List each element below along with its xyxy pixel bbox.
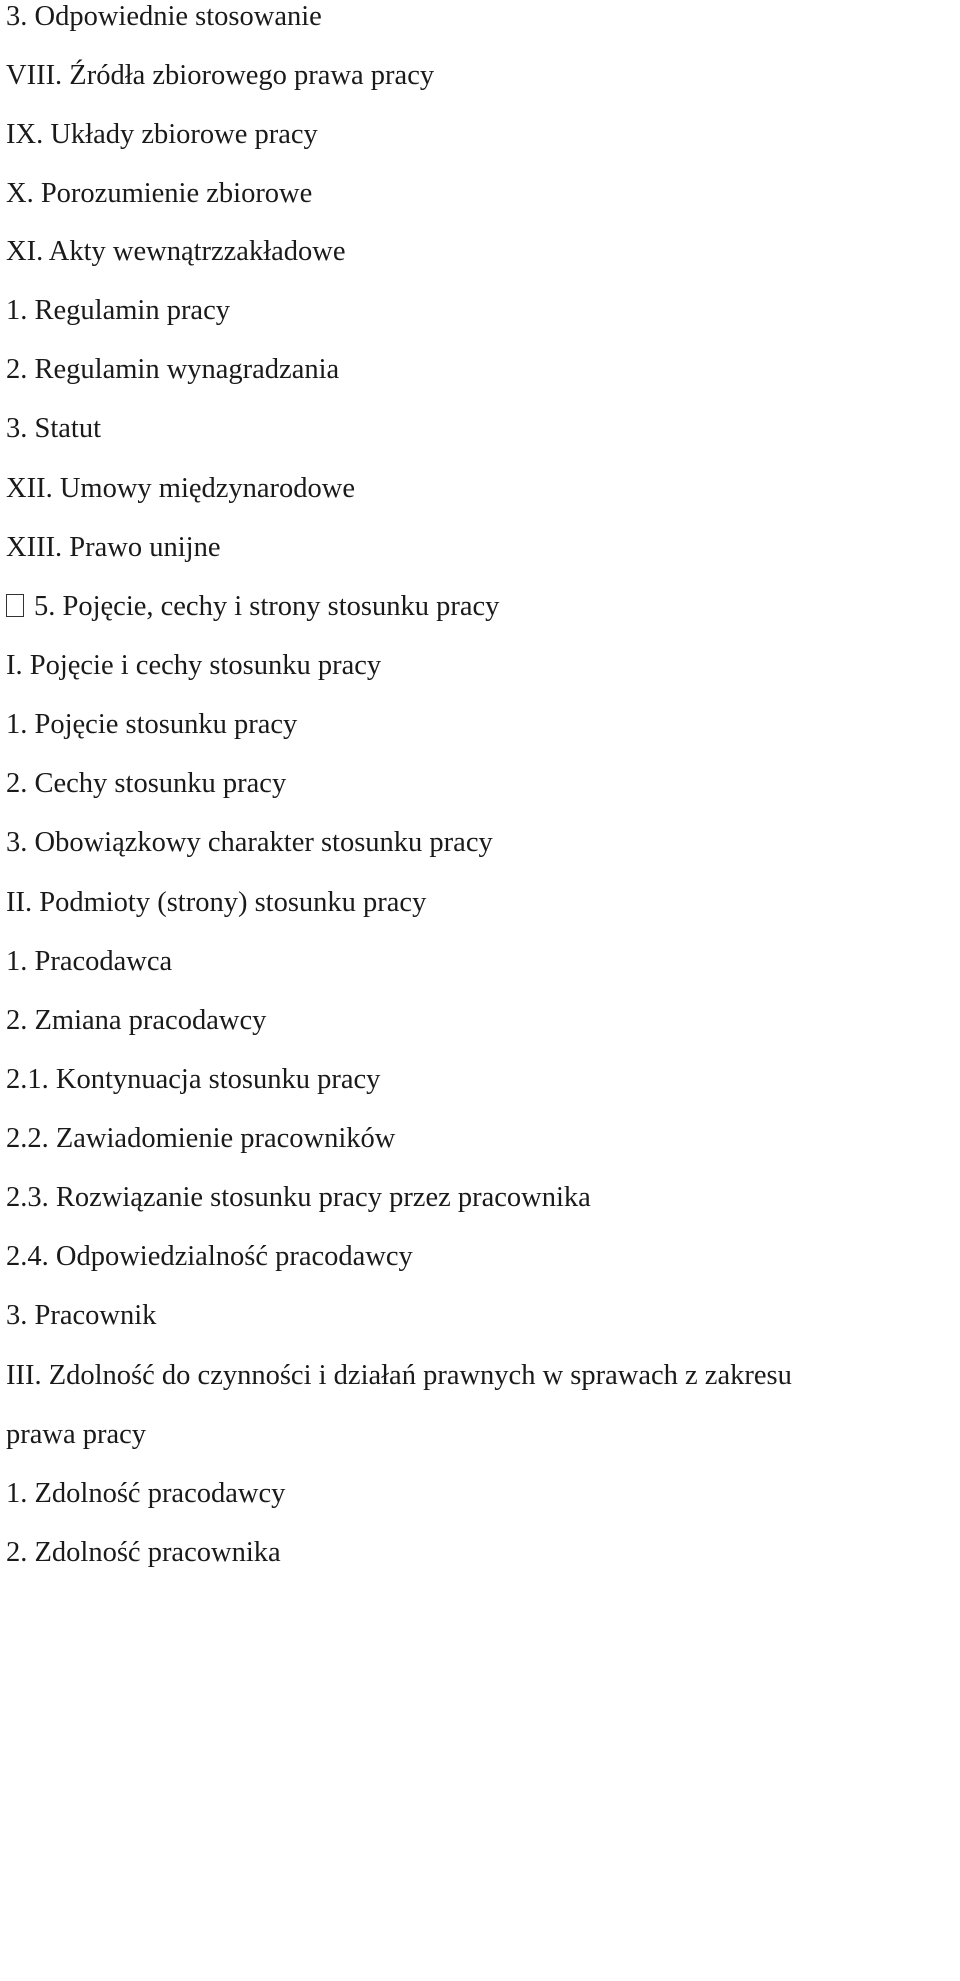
toc-line: XII. Umowy międzynarodowe [6,473,356,504]
toc-line: 2. Regulamin wynagradzania [6,354,340,385]
toc-line: X. Porozumienie zbiorowe [6,178,313,209]
toc-line: IX. Układy zbiorowe pracy [6,119,318,150]
toc-line: 2.4. Odpowiedzialność pracodawcy [6,1241,413,1272]
toc-line: prawa pracy [6,1419,147,1450]
toc-line: 1. Pracodawca [6,946,173,977]
toc-line: 1. Zdolność pracodawcy [6,1478,286,1509]
toc-line: 3. Statut [6,413,102,444]
toc-line: 2. Zdolność pracownika [6,1537,281,1568]
toc-line: 1. Pojęcie stosunku pracy [6,709,298,740]
toc-line: I. Pojęcie i cechy stosunku pracy [6,650,382,681]
toc-line: 2. Cechy stosunku pracy [6,768,287,799]
toc-line-text: 5. Pojęcie, cechy i strony stosunku pracy [34,591,500,622]
toc-line: 3. Odpowiednie stosowanie [6,1,322,32]
toc-line: 3. Obowiązkowy charakter stosunku pracy [6,827,493,858]
square-bullet-icon [6,594,24,617]
toc-line: 3. Pracownik [6,1300,157,1331]
toc-line: 2.3. Rozwiązanie stosunku pracy przez pracownika [6,1182,591,1213]
toc-line: III. Zdolność do czynności i działań prawnych w sprawach z zakresu [6,1360,792,1391]
toc-line: XI. Akty wewnątrzzakładowe [6,236,346,267]
toc-line: 1. Regulamin pracy [6,295,230,326]
toc-line: 2.2. Zawiadomienie pracowników [6,1123,396,1154]
toc-line: II. Podmioty (strony) stosunku pracy [6,887,427,918]
toc-line: 2. Zmiana pracodawcy [6,1005,267,1036]
toc-line-with-box [6,593,499,622]
toc-line: VIII. Źródła zbiorowego prawa pracy [6,60,435,91]
toc-line: 2.1. Kontynuacja stosunku pracy [6,1064,381,1095]
toc-line: XIII. Prawo unijne [6,532,221,563]
